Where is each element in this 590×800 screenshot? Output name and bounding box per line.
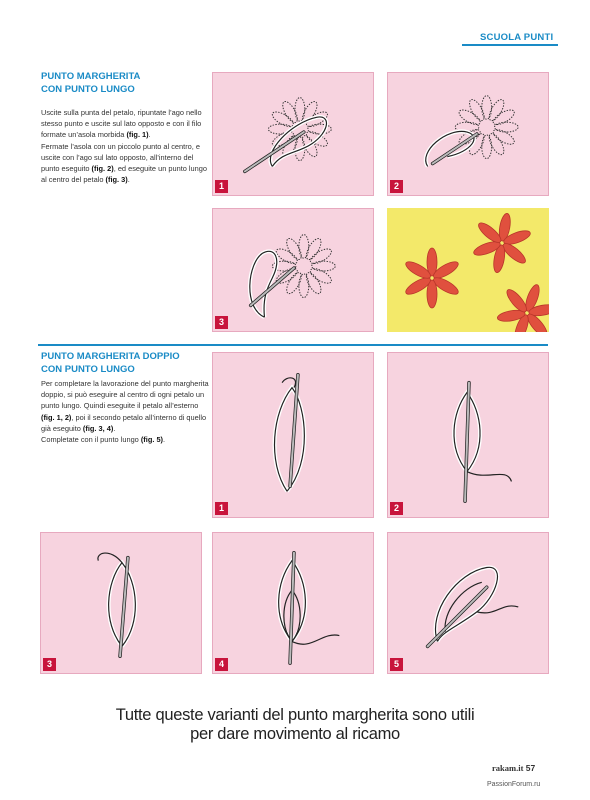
caption-line1: Tutte queste varianti del punto margherita sono utili (115, 706, 475, 724)
double-daisy-illustration (213, 353, 373, 517)
figure-number: 2 (390, 502, 403, 515)
figure-panel-1 (212, 72, 374, 196)
double-daisy-illustration (388, 533, 548, 673)
figure-panel-3 (212, 208, 374, 332)
figure-panel-b4 (212, 532, 374, 674)
daisy-stitch-illustration (388, 73, 548, 195)
figure-number: 3 (215, 316, 228, 329)
punct: . (113, 423, 116, 433)
double-daisy-illustration (388, 353, 548, 517)
section1-line: stesso punto e uscite sul lato opposto e con il filo (41, 119, 202, 129)
section2-title-line2: CON PUNTO LUNGO (41, 364, 135, 375)
section2-line: Per completare la lavorazione del punto margherita (41, 379, 209, 388)
section2-line: , poi il secondo petalo all’interno di quello (71, 412, 207, 422)
section1-title-line2: CON PUNTO LUNGO (41, 84, 135, 95)
section1-line: uscite con l’ago sul lato opposto, all’interno del (41, 152, 194, 162)
section1-line: punto eseguito (41, 164, 92, 174)
section2-body (41, 378, 211, 445)
figure-number: 1 (215, 502, 228, 515)
fig-ref: (fig. 1, 2) (41, 412, 72, 422)
figure-number: 1 (215, 180, 228, 193)
figure-panel-b1 (212, 352, 374, 518)
figure-number: 4 (215, 658, 228, 671)
caption-line2: per dare movimento al ricamo (190, 725, 400, 743)
figure-panel-b3 (40, 532, 202, 674)
pull-quote (40, 706, 550, 744)
page-footer (492, 763, 535, 773)
section2-title (41, 350, 180, 376)
watermark: PassionForum.ru (487, 781, 541, 788)
figure-number: 3 (43, 658, 56, 671)
fig-ref: (fig. 2) (91, 164, 114, 174)
header-rule (462, 44, 558, 46)
section1-title (41, 70, 140, 96)
figure-panel-b5 (387, 532, 549, 674)
section1-body (41, 107, 211, 185)
section2-line: punto lungo. Quindi eseguite il petalo all’esterno (41, 401, 199, 411)
double-daisy-illustration (41, 533, 201, 673)
fig-ref: (fig. 3, 4) (82, 423, 114, 433)
section-label: SCUOLA PUNTI (480, 32, 554, 43)
section1-line: formate un’asola morbida (41, 130, 127, 140)
daisy-stitch-illustration (213, 209, 373, 331)
punct: . (148, 130, 151, 140)
fig-ref: (fig. 3) (105, 175, 128, 185)
embroidery-photo (387, 208, 549, 332)
section2-line: Completate con il punto lungo (41, 435, 141, 445)
section1-line: Uscite sulla punta del petalo, ripuntate l’ago nello (41, 108, 202, 117)
figure-panel-2 (387, 72, 549, 196)
section1-line: al centro del petalo (41, 175, 106, 185)
fig-ref: (fig. 5) (140, 435, 164, 445)
daisy-stitch-illustration (213, 73, 373, 195)
section2-rule (38, 344, 548, 346)
section1-line: Fermate l’asola con un piccolo punto al centro, e (41, 141, 200, 151)
section1-title-line1: PUNTO MARGHERITA (41, 71, 141, 82)
punct: . (127, 175, 130, 185)
double-daisy-illustration (213, 533, 373, 673)
section1-line: , ed eseguite un punto lungo (113, 164, 208, 174)
punct: . (163, 435, 166, 445)
section2-line: doppio, si può eseguire al centro di ogni petalo un (41, 390, 205, 400)
section2-line: già eseguito (41, 423, 83, 433)
site-name: rakam.it (492, 763, 524, 773)
fig-ref: (fig. 1) (126, 130, 149, 140)
page-number: 57 (525, 763, 536, 773)
section2-title-line1: PUNTO MARGHERITA DOPPIO (41, 351, 180, 362)
figure-panel-b2 (387, 352, 549, 518)
embroidered-flowers-image (387, 208, 549, 332)
figure-number: 5 (390, 658, 403, 671)
figure-number: 2 (390, 180, 403, 193)
